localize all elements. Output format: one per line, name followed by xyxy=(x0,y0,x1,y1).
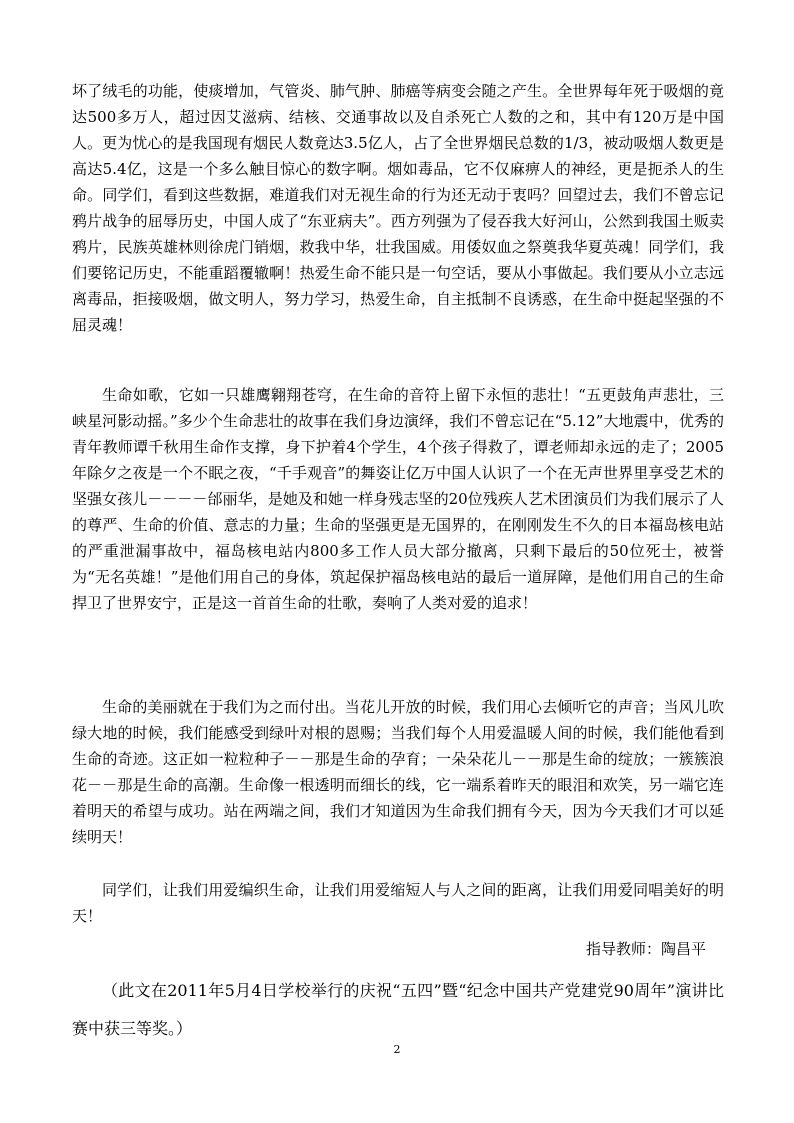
advisor-signature: 指导教师：陶昌平 xyxy=(585,940,706,958)
page-number: 2 xyxy=(393,1043,401,1056)
body-paragraph: 生命的美丽就在于我们为之而付出。当花儿开放的时候，我们用心去倾听它的声音；当风儿吹绿大地的时候，我们能感受到绿叶对根的恩赐；当我们每个人用爱温暖人间的时候，我们能他看到生命的奇迹。这正如一粒粒种子－－那是生命的孕育；一朵朵花儿－－那是生命的绽放；一簇簇浪花－－那是生命的高潮。生命像一根透明而细长的线，它一端系着昨天的眼泪和欢笑，另一端它连着明天的希望与成功。站在两端之间，我们才知道因为生命我们拥有今天，因为今天我们才可以延续明天！ xyxy=(72,698,724,846)
award-note: （此文在2011年5月4日学校举行的庆祝“五四”暨“纪念中国共产党建党90周年”演讲比赛中获三等奖。） xyxy=(72,981,724,1038)
body-paragraph: 坏了绒毛的功能，使痰增加，气管炎、肺气肿、肺癌等病变会随之产生。全世界每年死于吸烟的竟达500多万人，超过因艾滋病、结核、交通事故以及自杀死亡人数的之和，其中有120万是中国人。更为忧心的是我国现有烟民人数竟达3.5亿人，占了全世界烟民总数的1/3，被动吸烟人数更是高达5.4亿，这是一个多么触目惊心的数字啊。烟如毒品，它不仅麻痹人的神经，更是扼杀人的生命。同学们，看到这些数据，难道我们对无视生命的行为还无动于衷吗？回望过去，我们不曾忘记鸦片战争的屈辱历史，中国人成了“东亚病夫”。西方列强为了侵吞我大好河山，公然到我国土贩卖鸦片，民族英雄林则徐虎门销烟，救我中华，壮我国威。用倭奴血之祭奠我华夏英魂！同学们，我们要铭记历史，不能重蹈覆辙啊！热爱生命不能只是一句空话，要从小事做起。我们要从小立志远离毒品，拒接吸烟，做文明人，努力学习，热爱生命，自主抵制不良诱惑，在生命中挺起坚强的不屈灵魂！ xyxy=(72,82,724,334)
closing-paragraph: 同学们，让我们用爱编织生命，让我们用爱缩短人与人之间的距离，让我们用爱同唱美好的明天！ xyxy=(72,881,724,925)
body-paragraph: 生命如歌，它如一只雄鹰翱翔苍穹，在生命的音符上留下永恒的悲壮！“五更鼓角声悲壮，三峡星河影动摇。”多少个生命悲壮的故事在我们身边演绎，我们不曾忘记在“5.12”大地震中，优秀的青年教师谭千秋用生命作支撑，身下护着4个学生，4个孩子得救了，谭老师却永远的走了；2005年除夕之夜是一个不眠之夜，“千手观音”的舞姿让亿万中国人认识了一个在无声世界里享受艺术的坚强女孩儿－－－－邰丽华，是她及和她一样身残志坚的20位残疾人艺术团演员们为我们展示了人的尊严、生命的价值、意志的力量；生命的坚强更是无国界的，在刚刚发生不久的日本福岛核电站的严重泄漏事故中，福岛核电站内800多工作人员大部分撤离，只剩下最后的50位死士，被誉为“无名英雄！”是他们用自己的身体，筑起保护福岛核电站的最后一道屏障，是他们用自己的生命捍卫了世界安宁，正是这一首首生命的壮歌，奏响了人类对爱的追求！ xyxy=(72,386,724,612)
